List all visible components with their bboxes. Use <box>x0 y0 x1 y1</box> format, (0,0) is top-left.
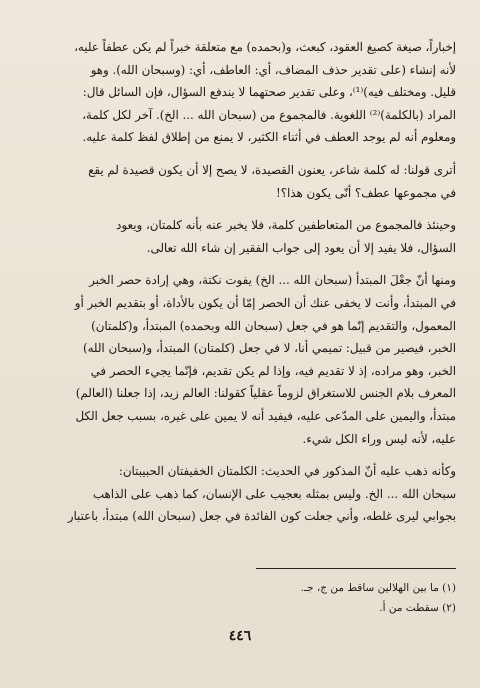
text-line: المعمول، والتقديم إنّما هو في جعل (سبحان الله وبحمده) المبتدأ، و(كلمتان) <box>91 318 456 333</box>
text-line: ومنها أنّ جعْلَ المبتدأ (سبحان الله ... الخ) يفوت نكتة، وهي إرادة حصر الخبر <box>89 273 456 288</box>
page-number: ٤٤٦ <box>228 628 252 644</box>
text-line: المعرف بلام الجنس للاستغراق لزوماً عقلياً كقولنا: العالم زيد، إذا جعلنا (العالم) <box>75 386 456 401</box>
text-line: عليه، لأنه ليس وراء الكل شيء. <box>302 431 456 446</box>
main-text <box>22 36 456 528</box>
paragraph <box>22 460 456 528</box>
text-line: ومعلوم أنه لم يوجد العطف في أثناء الكثير، لا يمنع من إطلاق لفظ كلمة عليه. <box>82 130 456 145</box>
footnote: (١) ما بين الهلالين ساقط من ج، جـ. <box>300 582 456 594</box>
text-line: في مجموعها عطف؟ أنّى يكون هذا؟! <box>276 185 456 200</box>
text-line: أترى قولنا: له كلمة شاعر، يعنون القصيدة، لا يصح إلا أن يكون قصيدة لم يقع <box>88 162 456 177</box>
text-line: بجوابي ليرى غلطه، وأني جعلت كون الفائدة في جعل (سبحان الله) مبتدأ، باعتبار <box>67 509 456 524</box>
text-line: قليل. ومختلف فيه)⁽¹⁾، وعلى تقدير صحتهما لا يندفع السؤال، فإن السائل قال: <box>82 85 456 100</box>
text-line: وحينئذ فالمجموع من المتعاطفين كلمة، فلا يخبر عنه بأنه كلمتان، ويعود <box>116 218 456 233</box>
text-line: مبتدأ، واليمين على المدّعى عليه، فيفيد أنه لا يمين على غيره، بسبب جعل الكل <box>75 408 456 423</box>
footnotes <box>36 578 456 618</box>
text-line: السؤال، فلا يفيد إلا أن يعود إلى جواب الفقير إن شاء الله تعالى. <box>146 240 456 255</box>
text-line: إخباراً، صيغة كصيغ العقود، كبعث، و(بحمده) مع متعلقة خبراً لم يكن عطفاً عليه، <box>74 40 456 54</box>
text-line: وكأنه ذهب عليه أنّ المذكور في الحديث: الكلمتان الخفيفتان الحبيبتان: <box>118 464 456 479</box>
text-line: الخبر، وهو مراده، إذ لا تقديم فيه، وإذا لم يكن تقديم، فإنّما يجيء الحصر في <box>90 363 456 378</box>
text-line: الخبر، فيصير من قبيل: تميمي أنا، لا في جعل (كلمتان) المبتدأ، و(سبحان الله) <box>83 341 456 356</box>
text-line: المراد (بالكلمة)⁽²⁾ اللغوية. فالمجموع من (سبحان الله ... الخ). آخر لكل كلمة، <box>82 107 456 122</box>
paragraph <box>22 36 456 149</box>
footnote: (٢) سقطت من أ. <box>379 602 456 614</box>
text-line: سبحان الله ... الخ. وليس بمثله بعجيب على الإنسان، كما ذهب على الذاهب <box>92 486 456 501</box>
text-line: في المبتدأ، وأنت لا يخفى عنك أن الحصر إمّا أن يكون بالأداة، أو بتقديم الخبر أو <box>74 295 456 310</box>
paragraph <box>22 214 456 259</box>
footnote-separator <box>256 568 456 569</box>
paragraph <box>22 269 456 450</box>
paragraph <box>22 159 456 204</box>
text-line: لأنه إنشاء (على تقدير حذف المضاف، أي: العاطف، أي: (وسبحان الله). وهو <box>90 62 456 77</box>
